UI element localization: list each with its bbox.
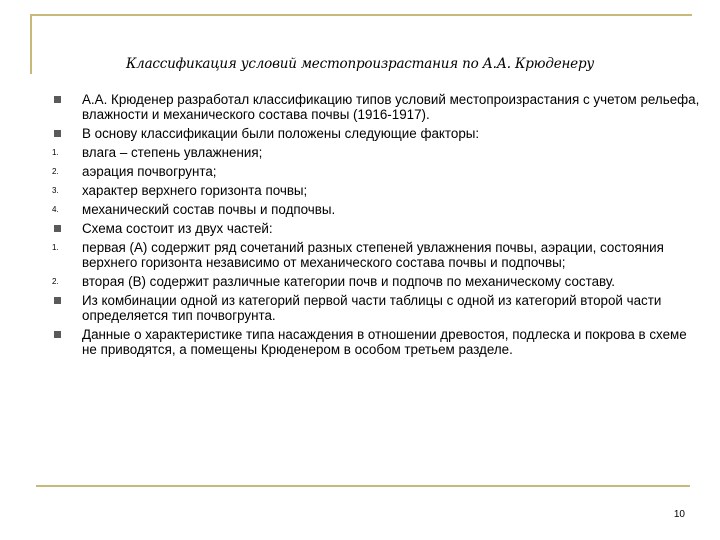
list-item-text: Данные о характеристике типа насаждения в отношении древостоя, подлеска и покрова в схеме не приводятся, а помещены Крюденером в особом третьем разделе.	[82, 327, 687, 357]
list-item-text: первая (А) содержит ряд сочетаний разных степеней увлажнения почвы, аэрации, состояния верхнего горизонта независимо от механического состава почвы и подпочвы;	[82, 240, 664, 270]
list-item-text: влага – степень увлажнения;	[82, 145, 263, 160]
list-item-text: аэрация почвогрунта;	[82, 164, 217, 179]
list-item-text: механический состав почвы и подпочвы.	[82, 202, 336, 217]
list-item	[52, 327, 702, 357]
list-number: 1.	[52, 148, 59, 157]
list-item-text: А.А. Крюденер разработал классификацию типов условий местопроизрастания с учетом рельефа, влажности и механического состава почвы (1916-1917).	[82, 92, 700, 122]
list-item-text: В основу классификации были положены следующие факторы:	[82, 126, 480, 141]
list-number: 1.	[52, 243, 59, 252]
frame-bottom-line	[36, 485, 690, 487]
list-number: 3.	[52, 186, 59, 195]
list-item	[52, 240, 702, 270]
page-number: 10	[673, 509, 685, 520]
list-item	[52, 183, 702, 198]
frame-top-line	[30, 14, 692, 16]
list-number: 4.	[52, 205, 59, 214]
list-item	[52, 221, 702, 236]
list-item	[52, 274, 702, 289]
list-item	[52, 126, 702, 141]
list-item	[52, 145, 702, 160]
list-item-text: Из комбинации одной из категорий первой части таблицы с одной из категорий второй части определяется тип почвогрунта.	[82, 293, 662, 323]
list-number: 2.	[52, 277, 59, 286]
bullet-list	[52, 92, 702, 361]
list-item	[52, 92, 702, 122]
list-item-text: Схема состоит из двух частей:	[82, 221, 273, 236]
list-number: 2.	[52, 167, 59, 176]
list-item	[52, 293, 702, 323]
slide-title: Классификация условий местопроизрастания по А.А. Крюденеру	[125, 56, 595, 72]
list-item-text: вторая (В) содержит различные категории почв и подпочв по механическому составу.	[82, 274, 615, 289]
list-item	[52, 202, 702, 217]
list-item	[52, 164, 702, 179]
list-item-text: характер верхнего горизонта почвы;	[82, 183, 308, 198]
